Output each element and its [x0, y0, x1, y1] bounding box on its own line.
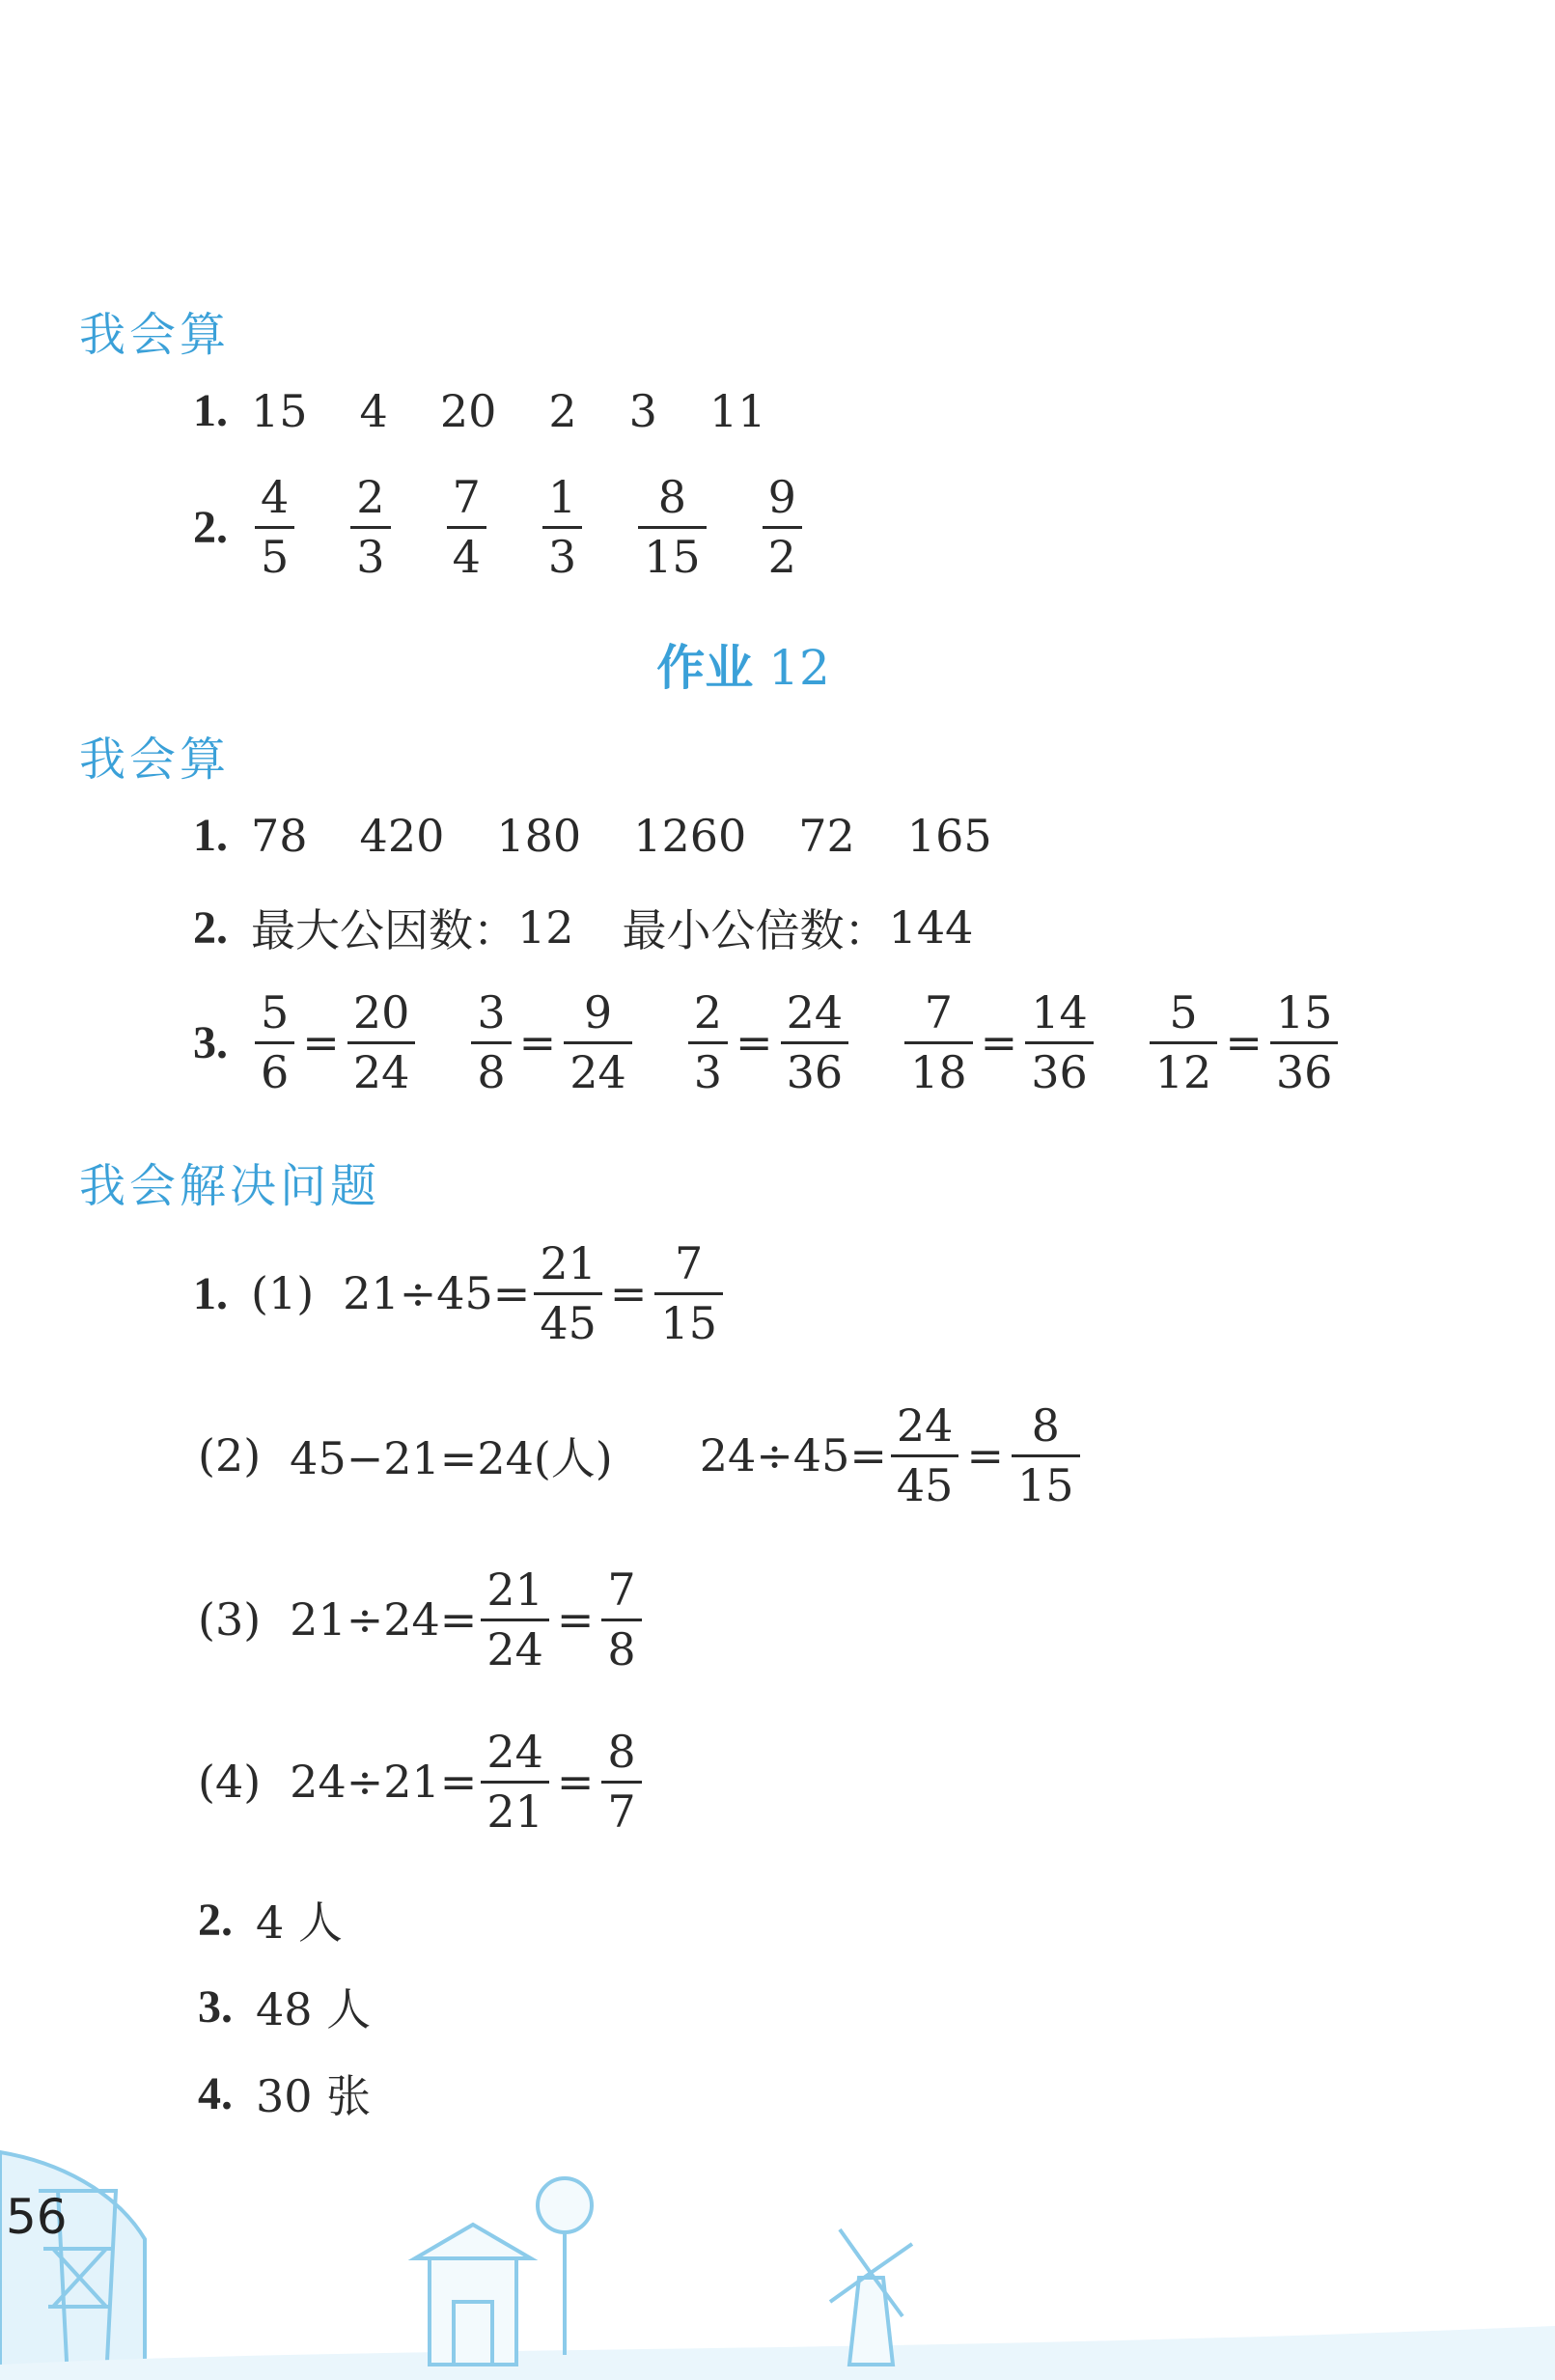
- q-number: 4.: [198, 2067, 233, 2119]
- sub-label: (2): [198, 1429, 262, 1482]
- s3-p2: [198, 1888, 343, 1951]
- answer-value: 4 人: [256, 1896, 343, 1949]
- s3-p1a: 1. (1) 21÷45= $\frac{21}{45}$ = $\frac{7}{15}$: [193, 1239, 727, 1347]
- s3-p4: [198, 2062, 371, 2125]
- q-number: 3.: [198, 1980, 233, 2033]
- s1-q2: [193, 473, 806, 581]
- gcd-value: 12: [517, 901, 574, 954]
- section-heading-problems: 我会解决问题: [79, 1159, 381, 1213]
- fraction: $\frac{15}{36}$: [1270, 988, 1339, 1096]
- sub-label: (1): [251, 1267, 315, 1320]
- fraction: $\frac{21}{45}$: [534, 1239, 602, 1347]
- s3-p1c: (3) 21÷24= $\frac{21}{24}$ = $\frac{7}{8}$: [198, 1565, 646, 1674]
- homework-title: 作业 12: [656, 640, 830, 696]
- answer-value: 3: [628, 384, 657, 437]
- q-number: 1.: [193, 385, 228, 436]
- page-number: 56: [6, 2189, 68, 2245]
- answer-value: 20: [439, 384, 497, 437]
- q-number: 3.: [193, 1016, 228, 1068]
- fraction: $\frac{14}{36}$: [1025, 988, 1094, 1096]
- section-heading-calc-2: 我会算: [79, 733, 231, 787]
- house-icon: [415, 2225, 531, 2365]
- fraction: $\frac{9}{24}$: [564, 988, 632, 1096]
- answer-value: 11: [708, 384, 766, 437]
- answer-value: 180: [496, 809, 582, 862]
- fraction: $\frac{4}{5}$: [255, 473, 294, 581]
- s3-p1b: (2) 45−21=24(人) 24÷45= $\frac{24}{45}$ = $\frac{8}{15}$: [198, 1401, 1084, 1509]
- q-number: 1.: [193, 1267, 228, 1319]
- answer-value: 30 张: [256, 2070, 372, 2122]
- fraction: $\frac{8}{15}$: [638, 473, 707, 581]
- answer-value: 420: [359, 809, 445, 862]
- fraction: $\frac{8}{7}$: [601, 1728, 641, 1836]
- fraction: $\frac{9}{2}$: [763, 473, 802, 581]
- expression: 21÷24=: [290, 1593, 478, 1647]
- fraction: $\frac{2}{3}$: [688, 988, 728, 1096]
- expression: 24÷45=: [699, 1429, 887, 1482]
- sub-label: (4): [198, 1756, 262, 1809]
- fraction: $\frac{5}{12}$: [1150, 988, 1218, 1096]
- gcd-label: 最大公因数：: [251, 904, 517, 956]
- s3-p3: [198, 1975, 371, 2038]
- fraction: $\frac{7}{15}$: [654, 1239, 723, 1347]
- fraction: $\frac{20}{24}$: [347, 988, 416, 1096]
- lollipop-icon: [538, 2178, 592, 2355]
- s1-q1: [193, 384, 765, 437]
- expression: 24÷21=: [290, 1756, 478, 1809]
- expression: 21÷45=: [343, 1267, 531, 1320]
- lcm-value: 144: [888, 901, 974, 954]
- s2-q1: [193, 809, 992, 862]
- answer-value: 48 人: [256, 1983, 372, 2035]
- expression: 45−21=24(人): [290, 1432, 613, 1485]
- windmill-icon: [830, 2229, 912, 2365]
- sub-label: (3): [198, 1593, 262, 1647]
- q-number: 1.: [193, 810, 228, 861]
- fraction: $\frac{1}{3}$: [542, 473, 582, 581]
- answer-value: 4: [359, 384, 388, 437]
- fraction: $\frac{24}{45}$: [891, 1401, 959, 1509]
- section-heading-calc-1: 我会算: [79, 308, 231, 362]
- q-number: 2.: [193, 501, 228, 553]
- fraction: $\frac{7}{18}$: [904, 988, 973, 1096]
- fraction: $\frac{21}{24}$: [481, 1565, 549, 1674]
- fraction: $\frac{7}{4}$: [447, 473, 486, 581]
- fraction: $\frac{8}{15}$: [1012, 1401, 1080, 1509]
- s3-p1d: (4) 24÷21= $\frac{24}{21}$ = $\frac{8}{7}$: [198, 1728, 646, 1836]
- answer-value: 1260: [633, 809, 747, 862]
- footer-illustration: [0, 2133, 1555, 2380]
- q-number: 2.: [193, 901, 228, 954]
- fraction: $\frac{24}{36}$: [781, 988, 849, 1096]
- q-number: 2.: [198, 1894, 233, 1946]
- answer-value: 78: [251, 809, 308, 862]
- fraction: $\frac{24}{21}$: [481, 1728, 549, 1836]
- fraction: $\frac{7}{8}$: [601, 1565, 641, 1674]
- s2-q2: [193, 896, 973, 959]
- fraction: $\frac{2}{3}$: [350, 473, 390, 581]
- answer-value: 72: [798, 809, 855, 862]
- fraction: $\frac{3}{8}$: [471, 988, 511, 1096]
- fraction: $\frac{5}{6}$: [255, 988, 294, 1096]
- lcm-label: 最小公倍数：: [622, 904, 889, 956]
- answer-value: 2: [548, 384, 577, 437]
- answer-value: 15: [251, 384, 308, 437]
- s2-q3: 3. $\frac{5}{6}$ = $\frac{20}{24}$ $\frac{3}{8}$ = $\frac{9}{24}$ $\frac{2}{3}$ = $\frac{24}{36}$ $\frac{7}{18}$ = $\frac{14}{36}$ $\frac{5}{12}$ = $\frac{15}{36}$: [193, 988, 1342, 1096]
- answer-value: 165: [906, 809, 992, 862]
